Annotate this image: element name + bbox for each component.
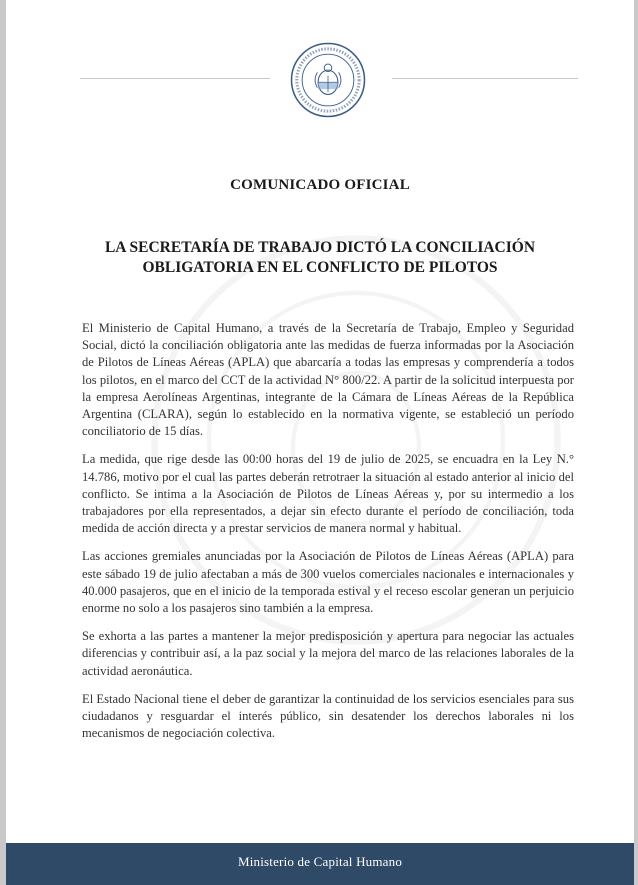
body-paragraph: El Estado Nacional tiene el deber de garantizar la continuidad de los servicios esenciales para sus ciudadanos y resguardar el interés público, sin desatender los derechos laborales ni los mecanismos de negociación colectiva.	[82, 691, 574, 741]
footer-bar	[6, 843, 634, 885]
body-paragraph: Las acciones gremiales anunciadas por la Asociación de Pilotos de Líneas Aéreas (APLA) para este sábado 19 de julio afectaban a más de 300 vuelos comerciales nacionales e internacionales y 40.000 pasajeros, que en el inicio de la temporada estival y el receso escolar generan un perjuicio enorme no solo a los pasajeros sino también a la empresa.	[82, 549, 574, 616]
document-label: COMUNICADO OFICIAL	[230, 177, 410, 193]
body-paragraph: Se exhorta a las partes a mantener la mejor predisposición y apertura para negociar las actuales diferencias y contribuir así, a la paz social y la mejora del marco de las relaciones laborales de la actividad aeronáutica.	[82, 629, 574, 678]
header-rule-left	[80, 78, 270, 79]
header-rule-right	[392, 78, 578, 79]
ministry-seal-icon	[290, 42, 366, 118]
letterhead	[6, 40, 634, 120]
document-body	[82, 320, 574, 753]
body-paragraph: El Ministerio de Capital Humano, a través de la Secretaría de Trabajo, Empleo y Seguridad Social, dictó la conciliación obligatoria ante las medidas de fuerza informadas por la Asociación de Pilotos de Líneas Aéreas (APLA) que abarcaría a todas las empresas y comprendería a todos los pilotos, en el marco del CCT de la actividad N° 800/22. A partir de la solicitud interpuesta por la empresa Aerolíneas Argentinas, integrante de la Cámara de Líneas Aéreas de la República Argentina (CLARA), según lo establecido en la normativa vigente, se estableció un período conciliatorio de 15 días.	[82, 321, 574, 439]
body-paragraph: La medida, que rige desde las 00:00 horas del 19 de julio de 2025, se encuadra en la Ley N.° 14.786, motivo por el cual las partes deberán retrotraer la situación al estado anterior al inicio del conflicto. Se intima a la Asociación de Pilotos de Líneas Aéreas y, por su intermedio a los trabajadores por ella representados, a dejar sin efecto durante el período de conciliación, toda medida de acción directa y a prestar servicios de manera normal y habitual.	[82, 452, 574, 536]
footer-ministry-name: Ministerio de Capital Humano	[237, 854, 403, 869]
document-page	[6, 0, 634, 885]
document-headline: LA SECRETARÍA DE TRABAJO DICTÓ LA CONCILIACIÓN OBLIGATORIA EN EL CONFLICTO DE PILOTOS	[104, 239, 536, 276]
